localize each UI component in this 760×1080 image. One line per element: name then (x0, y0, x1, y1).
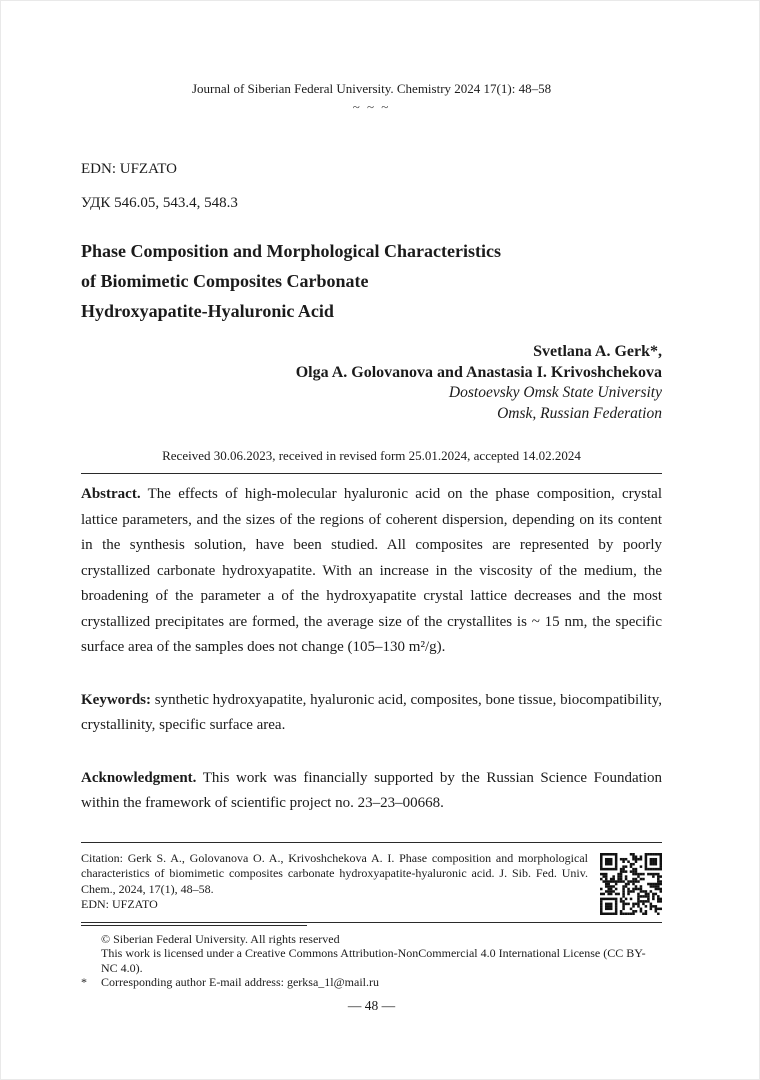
acknowledgment-paragraph (81, 766, 662, 817)
tilde-separator: ~ ~ ~ (352, 99, 391, 114)
author-line-2: Olga A. Golovanova and Anastasia I. Krivoshchekova (295, 363, 662, 381)
email-link[interactable]: Corresponding author E-mail address: gerksa_1l@mail.ru (101, 975, 379, 989)
journal-header: Journal of Siberian Federal University. Chemistry 2024 17(1): 48–58 (191, 81, 552, 96)
article-title-line1: Phase Composition and Morphological Characteristics (81, 241, 501, 261)
citation-text: Citation: Gerk S. A., Golovanova O. A., Krivoshchekova A. I. Phase composition and morphological characteristics of biomimetic composites carbonate hydroxyapatite-hyaluronic acid. J. Sib. Fed. Univ. Chem., 2024, 17(1), 48–58. (81, 850, 588, 896)
acknowledgment-label: Acknowledgment. (81, 769, 197, 786)
footnote-divider (81, 925, 307, 926)
affiliation-university: Dostoevsky Omsk State University (448, 384, 662, 401)
acknowledgment-text: This work was financially supported by the Russian Science Foundation within the framework of scientific project no. 23–23–00668. (81, 769, 662, 811)
article-title-line2: of Biomimetic Composites Carbonate (81, 271, 369, 291)
page-footer (81, 925, 662, 1014)
footnote-asterisk: * (81, 975, 87, 989)
article-title-line3: Hydroxyapatite-Hyaluronic Acid (81, 301, 334, 321)
affiliation-city: Omsk, Russian Federation (497, 404, 662, 422)
copyright-line: © Siberian Federal University. All rights reserved (101, 931, 340, 946)
keywords-paragraph (81, 688, 662, 739)
received-dates-line: Received 30.06.2023, received in revised form 25.01.2024, accepted 14.02.2024 (162, 448, 581, 463)
divider-citation-bottom (81, 922, 662, 923)
article-title (81, 236, 662, 326)
keywords-text: synthetic hydroxyapatite, hyaluronic acid, composites, bone tissue, biocompatibility, crystallinity, specific surface area. (81, 691, 663, 733)
license-line: This work is licensed under a Creative Commons Attribution-NonCommercial 4.0 International License (CC BY-NC 4.0). (101, 946, 646, 975)
abstract-text: The effects of high-molecular hyaluronic acid on the phase composition, crystal lattice parameters, and the sizes of the regions of coherent dispersion, depending on its content in the synthesis solution, have been studied. All composites are represented by poorly crystallized carbonate hydroxyapatite. With an increase in the viscosity of the medium, the broadening of the parameter a of the hydroxyapatite crystal lattice decreases and the most crystallized precipitates are formed, the average size of the crystallites is ~ 15 nm, the specific surface area of the samples does not change (105–130 m²/g). (81, 486, 662, 655)
abstract-paragraph (81, 482, 662, 661)
citation-block (81, 851, 662, 915)
page-number: — 48 — (347, 997, 396, 1013)
divider-citation-top (81, 842, 662, 843)
divider-abstract-top (81, 473, 662, 474)
keywords-label: Keywords: (81, 691, 151, 708)
citation-edn: EDN: UFZATO (81, 897, 158, 911)
authors-block (81, 342, 662, 424)
author-line-1: Svetlana A. Gerk*, (533, 343, 662, 360)
edn-line: EDN: UFZATO (81, 161, 177, 177)
abstract-label: Abstract. (81, 486, 141, 502)
corresponding-author-line (81, 975, 662, 990)
udk-line: УДК 546.05, 543.4, 548.3 (81, 195, 238, 211)
content-column (81, 1, 662, 923)
citation-text-wrap (81, 851, 588, 913)
qr-code (600, 853, 662, 915)
